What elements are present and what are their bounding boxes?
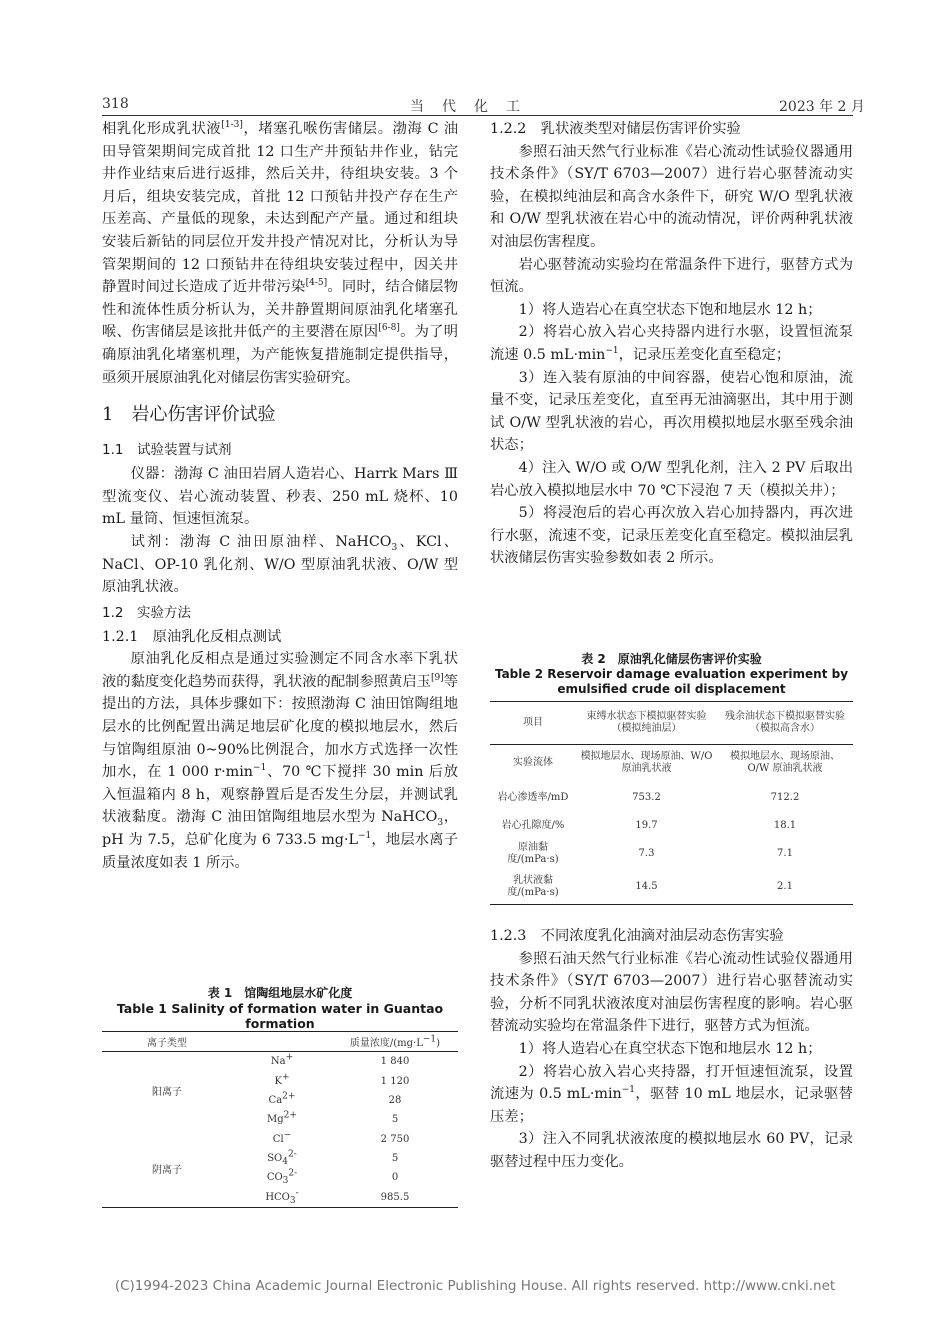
table-row: $HCO_3^-$ 985.5: [265, 1188, 410, 1206]
table-1: [102, 986, 458, 1208]
table-2-grid: [490, 701, 853, 905]
section-1-2-3-heading: 1.2.3 不同浓度乳化油滴对油层动态伤害实验: [490, 928, 784, 944]
table-1-header-conc: 质量浓度$/(mg\cdot L^{-1})$: [349, 1034, 441, 1050]
table-row: K+ 1 120: [274, 1072, 410, 1087]
table-row: $Mg^{2+}$ 5: [267, 1111, 399, 1126]
copyright-footer: (C)1994-2023 China Academic Journal Electronic Publishing House. All rights reserved. http://www.cnki.net: [114, 1278, 836, 1294]
method-1-2-3-paragraph: 参照石油天然气行业标准《岩心流动性试验仪器通用技术条件》（SY/T 6703—2007）进行岩心驱替流动实验，分析不同乳状液浓度对油层伤害程度的影响。岩心驱替流动实验均在常温条件下进行，驱替方式为恒流。: [490, 950, 853, 1035]
section-1-2-heading: 1.2 实验方法: [102, 604, 191, 621]
step-1: 1）将人造岩心在真空状态下饱和地层水 12 h；: [518, 301, 822, 318]
table-2-title-en-1: Table 2 Reservoir damage evaluation experiment by: [494, 667, 849, 681]
group-cation: 阳离子: [152, 1087, 182, 1099]
table-1-grid: [102, 1031, 458, 1208]
table-row: 岩心渗透率/mD 753.2 712.2: [497, 791, 800, 803]
left-column: [102, 118, 458, 874]
table-2-title-en-2: emulsified crude oil displacement: [557, 682, 786, 696]
table-1-title-en: Table 1 Salinity of formation water in Guantao formation: [116, 1001, 444, 1031]
intro-paragraph: 相乳化形成乳状液[1-3]，堵塞孔喉伤害储层。渤海 C 油田导管架期间完成首批 12 口生产井预钻井作业，钻完井作业结束后进行返排，然后关井，待组块安装。3 个月后，组块安装完成，首批 12 口预钻井投产存在生产压差高、产量低的现象，未达到配产产量。通过和组块安装后新钻的同层位开发井投产情况对比，分析认为导管架期间的 12 口预钻井在待组块安装过程中，因关井静置时间过长造成了近井带污染[4-5]。同时，结合储层物性和流体性质分析认为，关井静置期间原油乳化堵塞孔喉、伤害储层是该批井低产的主要潜在原因[6-8]。为了明确原油乳化堵塞机理，为产能恢复措施制定提供指导，亟须开展原油乳化对储层伤害实验研究。: [102, 120, 459, 386]
table-2-header-a: 束缚水状态下模拟驱替实验（模拟纯油层）: [586, 711, 707, 734]
table-row: 乳状液黏度/(mPa·s) 14.5 2.1: [507, 875, 793, 899]
table-row: 岩心孔隙度/% 19.7 18.1: [501, 819, 797, 831]
table-row: 阳离子 Na+ 1 840: [102, 1052, 458, 1072]
section-1-2-2-heading: 1.2.2 乳状液类型对储层伤害评价实验: [490, 121, 741, 137]
section-1-heading: 1 岩心伤害评价试验: [102, 404, 276, 426]
section-1-2-1-heading: 1.2.1 原油乳化反相点测试: [102, 628, 282, 645]
group-anion: 阴离子: [152, 1164, 182, 1176]
step-2b: 2）将岩心放入岩心夹持器，打开恒速恒流泵，设置流速为 0.5 $mL\cdot\min^{-1}$，驱替 10 mL 地层水，记录驱替压差；: [490, 1063, 853, 1125]
table-row: $Ca^{2+}$ 28: [268, 1091, 402, 1107]
table-row: $CO_3^{2-}$ 0: [266, 1168, 399, 1187]
page-number: 318: [102, 96, 129, 112]
table-2-header-item: 项目: [523, 717, 543, 728]
table-row: 阴离子 Cl− 2 750: [102, 1129, 458, 1148]
method-1-2-2-paragraph-1: 参照石油天然气行业标准《岩心流动性试验仪器通用技术条件》（SY/T 6703—2007）进行岩心驱替流动实验，在模拟纯油层和高含水条件下，研究 W/O 型乳状液和 O/W 型乳状液在岩心中的流动情况，评价两种乳状液对油层伤害程度。: [490, 143, 853, 250]
table-1-header-ion: 离子类型: [147, 1038, 187, 1050]
header-rule: [102, 115, 853, 116]
table-2: [490, 652, 853, 905]
step-3: 3）连入装有原油的中间容器，使岩心饱和原油，流量不变，记录压差变化，直至再无油滴驱出，其中用于测试 O/W 型乳状液的岩心，再次用模拟地层水驱至残余油状态；: [490, 369, 853, 454]
table-row: 原油黏度/(mPa·s) 7.3 7.1: [507, 841, 793, 865]
reagents-paragraph: 试剂：渤海 C 油田原油样、NaHCO$_3$、KCl、NaCl、OP-10 乳化剂、W/O 型原油乳状液、O/W 型原油乳状液。: [102, 533, 458, 596]
step-2: 2）将岩心放入岩心夹持器内进行水驱，设置恒流泵流速 0.5 $mL\cdot\min^{-1}$，记录压差变化直至稳定；: [490, 324, 853, 363]
table-2-header-b: 残余油状态下模拟驱替实验（模拟高含水）: [725, 711, 845, 734]
step-1b: 1）将人造岩心在真空状态下饱和地层水 12 h；: [518, 1040, 822, 1057]
issue-date: 2023 年 2 月: [779, 99, 865, 115]
step-5: 5）将浸泡后的岩心再次放入岩心加持器内，再次进行水驱，流速不变，记录压差变化直至稳定。模拟油层乳状液储层伤害实验参数如表 2 所示。: [490, 505, 853, 567]
table-row: 实验流体 模拟地层水、现场原油、W/O 原油乳状液 模拟地层水、现场原油、O/W 原油乳状液: [513, 750, 840, 774]
journal-name: 当 代 化 工: [410, 99, 522, 115]
step-3b: 3）注入不同乳状液浓度的模拟地层水 60 PV，记录驱替过程中压力变化。: [490, 1131, 853, 1170]
method-1-2-1-paragraph: 原油乳化反相点是通过实验测定不同含水率下乳状液的黏度变化趋势而获得，乳状液的配制参照黄启玉[9]等提出的方法，具体步骤如下：按照渤海 C 油田馆陶组地层水的比例配置出满足地层矿化度的模拟地层水，然后与馆陶组原油 0~90%比例混合，加水方式选择一次性加水，在 1 000 $r\cdot\min^{-1}$、70 ℃下搅拌 30 min 后放入恒温箱内 8 h，观察静置后是否发生分层，并测试乳状液黏度。渤海 C 油田馆陶组地层水型为 NaHCO$_3$，pH 为 7.5，总矿化度为 6 733.5 $mg\cdot L^{-1}$，地层水离子质量浓度如表 1 所示。: [102, 651, 459, 871]
section-1-1-heading: 1.1 试验装置与试剂: [102, 442, 232, 459]
right-column-top: [490, 118, 853, 570]
step-4: 4）注入 W/O 或 O/W 型乳化剂，注入 2 PV 后取出岩心放入模拟地层水中 70 ℃下浸泡 7 天（模拟关井）；: [490, 459, 853, 499]
instruments-paragraph: 仪器：渤海 C 油田岩屑人造岩心、Harrk Mars Ⅲ型流变仪、岩心流动装置、秒表、250 mL 烧杯、10 mL 量筒、恒速恒流泵。: [102, 466, 458, 528]
method-1-2-2-paragraph-2: 岩心驱替流动实验均在常温条件下进行，驱替方式为恒流。: [490, 256, 853, 296]
right-column-bottom: [490, 925, 853, 1174]
table-1-title-cn: 表 1 馆陶组地层水矿化度: [207, 986, 353, 1000]
table-2-title-cn: 表 2 原油乳化储层伤害评价实验: [581, 652, 762, 666]
table-row: $SO_4^{2-}$ 5: [267, 1149, 399, 1167]
